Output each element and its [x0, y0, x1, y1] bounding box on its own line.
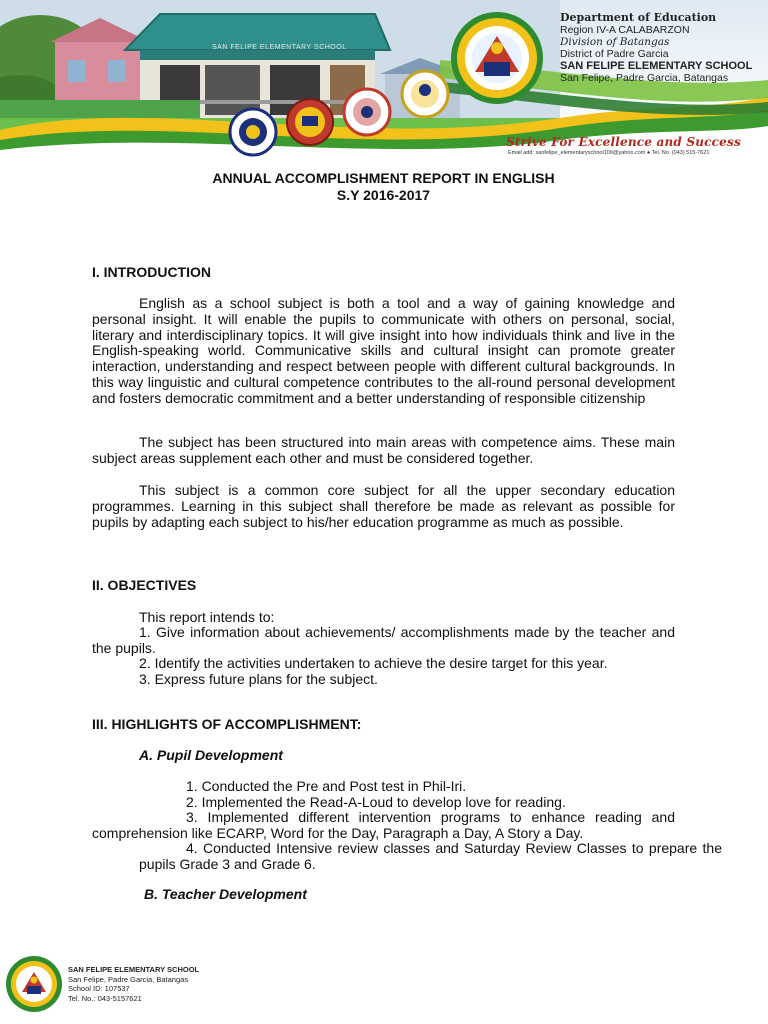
school-year: S.Y 2016-2017 [336, 187, 431, 203]
pupil-development-item: 4. Conducted Intensive review classes and Saturday Review Classes to prepare the pupils Grade 3 and Grade 6. [139, 840, 722, 872]
footer-tel: Tel. No.: 043-5157621 [68, 993, 142, 1003]
deped-seal-icon [230, 109, 276, 155]
division-seal-icon [287, 99, 333, 145]
intro-paragraph-1: English as a school subject is both a tool and a way of gaining knowledge and personal insight. It will enable the pupils to communicate with others on personal, social, literary and interdisciplinary topics. It will give insight into how individuals think and live in the English-speaking world. Communicative skills and cultural insight can promote greater interaction, understanding and respect between people with different cultural backgrounds. In this way linguistic and cultural competence contributes to the all-round personal development and fosters democratic commitment and a better understanding of responsible citizenship [92, 295, 675, 406]
school-seal-icon [451, 12, 543, 104]
pupil-development-item: 3. Implemented different intervention programs to enhance reading and comprehension like ECARP, Word for the Day, Paragraph a Day, A Story a Day. [92, 809, 675, 841]
padre-garcia-seal-icon [402, 71, 448, 117]
footer-address: San Felipe, Padre Garcia, Batangas [68, 974, 189, 984]
footer-school-seal-icon [5, 955, 63, 1013]
division-name: Division of Batangas [560, 36, 670, 48]
section-heading-highlights: III. HIGHLIGHTS OF ACCOMPLISHMENT: [92, 716, 362, 732]
building-sign: SAN FELIPE ELEMENTARY SCHOOL [212, 44, 347, 51]
school-address: San Felipe, Padre Garcia, Batangas [560, 72, 729, 84]
report-title: ANNUAL ACCOMPLISHMENT REPORT IN ENGLISH [212, 170, 555, 186]
objective-item: 2. Identify the activities undertaken to achieve the desire target for this year. [139, 655, 608, 671]
objective-item: 3. Express future plans for the subject. [139, 671, 378, 687]
footer-school-name: SAN FELIPE ELEMENTARY SCHOOL [68, 965, 200, 974]
objectives-intro: This report intends to: [139, 609, 275, 625]
region-name: Region IV-A CALABARZON [560, 24, 690, 36]
intro-paragraph-3: This subject is a common core subject for all the upper secondary education programmes. Learning in this subject shall therefore be made as relevant as possible for pupils by adapting each subject to his/her education programme as much as possible. [92, 482, 675, 530]
contact-line: Email add: sanfelipe_elementaryschool109@yahoo.com ● Tel. No. (043) 515-7621 [508, 150, 710, 156]
pupil-development-item: 2. Implemented the Read-A-Loud to develop love for reading. [186, 794, 566, 810]
page-footer [5, 955, 305, 1015]
subheading-teacher-development: B. Teacher Development [144, 886, 307, 902]
footer-school-id: School ID: 107537 [68, 984, 130, 993]
school-motto: Strive For Excellence and Success [506, 135, 741, 149]
department-name: Department of Education [560, 11, 717, 24]
section-heading-objectives: II. OBJECTIVES [92, 577, 197, 593]
pupil-development-item: 1. Conducted the Pre and Post test in Phil-Iri. [186, 778, 467, 794]
letterhead-address-block [560, 12, 765, 84]
district-name: District of Padre Garcia [560, 48, 669, 60]
footer-text [68, 965, 199, 1003]
school-name: SAN FELIPE ELEMENTARY SCHOOL [560, 60, 753, 72]
section-heading-introduction: I. INTRODUCTION [92, 264, 211, 280]
district-seal-icon [344, 89, 390, 135]
objective-item: 1. Give information about achievements/ accomplishments made by the teacher and the pupils. [92, 624, 675, 656]
intro-paragraph-2: The subject has been structured into main areas with competence aims. These main subject areas supplement each other and must be considered together. [92, 434, 675, 466]
letterhead-banner [0, 0, 768, 160]
subheading-pupil-development: A. Pupil Development [139, 747, 283, 763]
